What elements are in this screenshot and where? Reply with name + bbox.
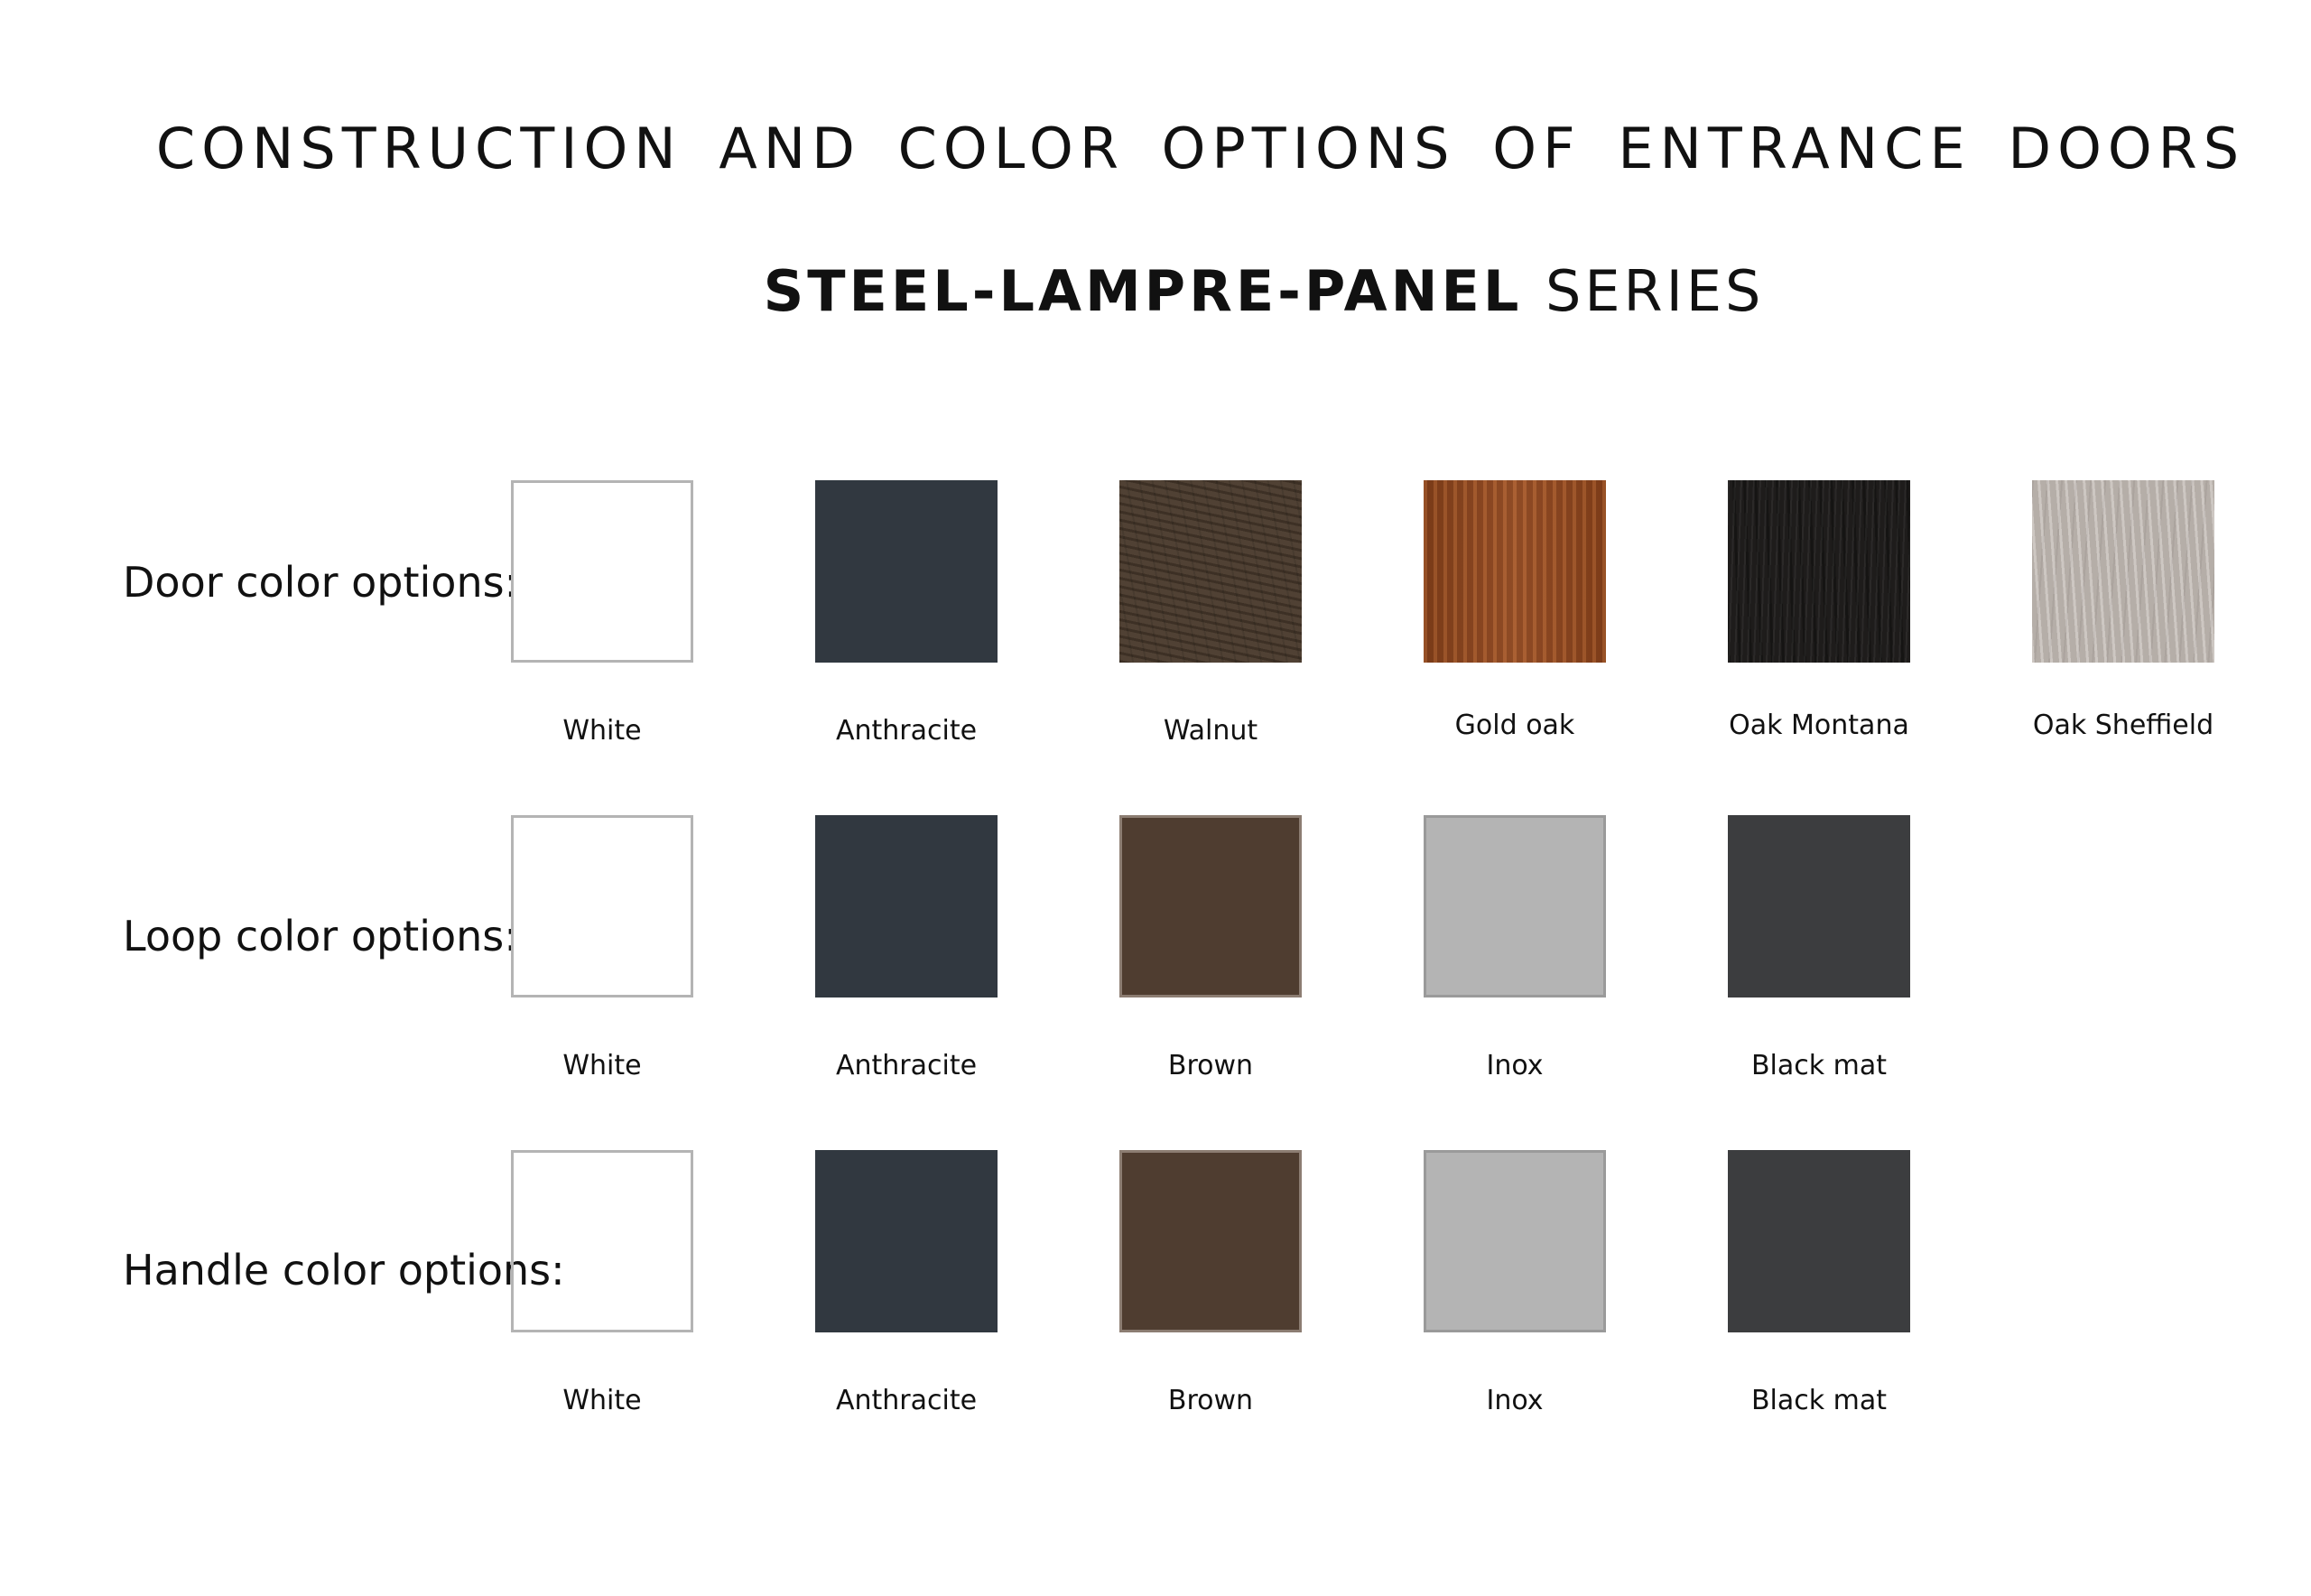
handle-swatch-label: Inox — [1486, 1385, 1544, 1416]
loop-swatch-label: Black mat — [1750, 1050, 1888, 1081]
loop-swatch-label: Anthracite — [835, 1050, 978, 1081]
door-swatch-white[interactable] — [511, 480, 693, 663]
handle-swatch-brown[interactable] — [1119, 1150, 1302, 1332]
door-swatch-oak-montana[interactable] — [1728, 480, 1910, 663]
door-swatch-label: White — [562, 715, 642, 747]
door-swatch-label: Anthracite — [835, 715, 978, 747]
door-swatch-anthracite[interactable] — [815, 480, 998, 663]
handle-row-label: Handle color options: — [123, 1246, 565, 1294]
handle-swatch-label: Brown — [1167, 1385, 1254, 1416]
handle-swatch-label: White — [562, 1385, 642, 1416]
series-title — [0, 258, 2311, 324]
handle-swatch-white[interactable] — [511, 1150, 693, 1332]
loop-swatch-label: Brown — [1167, 1050, 1254, 1081]
handle-swatch-label: Black mat — [1750, 1385, 1888, 1416]
door-swatch-oak-sheffield[interactable] — [2032, 480, 2214, 663]
loop-swatch-brown[interactable] — [1119, 815, 1302, 998]
door-row-label: Door color options: — [123, 558, 519, 607]
handle-swatch-label: Anthracite — [835, 1385, 978, 1416]
handle-swatch-black-mat[interactable] — [1728, 1150, 1910, 1332]
loop-swatch-white[interactable] — [511, 815, 693, 998]
handle-swatch-anthracite[interactable] — [815, 1150, 998, 1332]
page-title: CONSTRUCTION AND COLOR OPTIONS OF ENTRANCE DOORS — [155, 116, 2246, 181]
door-swatch-label: Oak Sheffield — [2032, 710, 2214, 741]
series-name: STEEL-LAMPRE-PANEL — [763, 258, 1523, 324]
door-swatch-label: Gold oak — [1454, 710, 1575, 741]
loop-swatch-black-mat[interactable] — [1728, 815, 1910, 998]
series-suffix: SERIES — [1545, 258, 1765, 324]
loop-swatch-inox[interactable] — [1424, 815, 1606, 998]
door-swatch-label: Walnut — [1163, 715, 1258, 747]
loop-row-label: Loop color options: — [123, 912, 518, 960]
handle-swatch-inox[interactable] — [1424, 1150, 1606, 1332]
door-swatch-walnut[interactable] — [1119, 480, 1302, 663]
loop-swatch-anthracite[interactable] — [815, 815, 998, 998]
door-swatch-gold-oak[interactable] — [1424, 480, 1606, 663]
loop-swatch-label: White — [562, 1050, 642, 1081]
loop-swatch-label: Inox — [1486, 1050, 1544, 1081]
door-swatch-label: Oak Montana — [1729, 710, 1909, 741]
